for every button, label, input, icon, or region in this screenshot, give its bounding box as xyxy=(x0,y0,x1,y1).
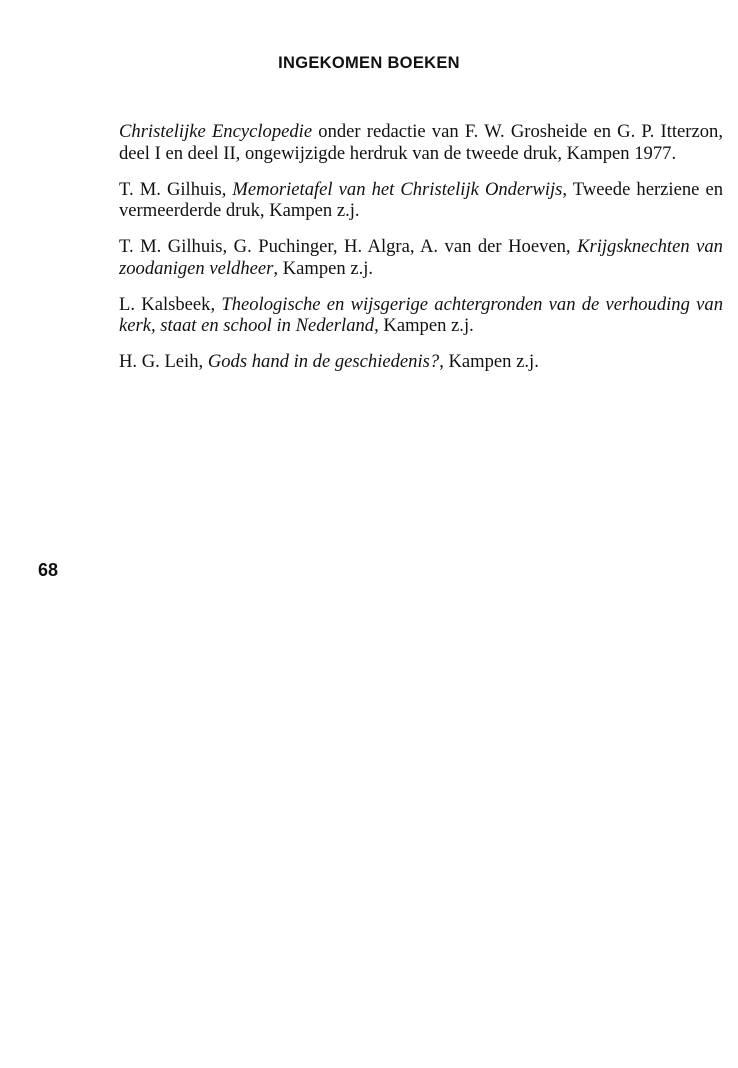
entry-authors: T. M. Gilhuis, xyxy=(119,178,233,200)
entry-title: Memorietafel van het Christelijk Onderwijs xyxy=(232,178,563,200)
entry-details: , Kampen z.j. xyxy=(439,351,539,372)
book-entry xyxy=(119,236,723,279)
page-number: 68 xyxy=(38,560,59,580)
book-entry xyxy=(119,294,723,337)
entry-details: , Kampen z.j. xyxy=(273,257,374,279)
entry-title: Krijgsknechten van zoodanigen veldheer xyxy=(119,236,723,279)
book-entry xyxy=(119,121,723,164)
entry-details: onder redactie van F. W. Grosheide en G. P. Itterzon, deel I en deel II, ongewijzigde herdruk van de tweede druk, Kampen 1977. xyxy=(119,121,723,164)
entry-title: Gods hand in de geschiedenis? xyxy=(207,351,440,372)
entry-title: Theologische en wijsgerige achtergronden van de verhouding van kerk, staat en school in Nederland xyxy=(119,293,724,336)
book-entry xyxy=(119,351,723,373)
entry-title: Christelijke Encyclopedie xyxy=(119,121,313,142)
book-entry xyxy=(119,179,723,222)
entry-authors: L. Kalsbeek, xyxy=(119,293,222,315)
entry-authors: H. G. Leih, xyxy=(119,351,208,372)
page-heading: INGEKOMEN BOEKEN xyxy=(278,54,460,72)
entry-authors: T. M. Gilhuis, G. Puchinger, H. Algra, A. van der Hoeven, xyxy=(119,236,578,257)
entry-details: , Kampen z.j. xyxy=(374,315,474,336)
entry-details: , Tweede herziene en vermeerderde druk, Kampen z.j. xyxy=(119,178,723,221)
book-list xyxy=(119,121,723,387)
